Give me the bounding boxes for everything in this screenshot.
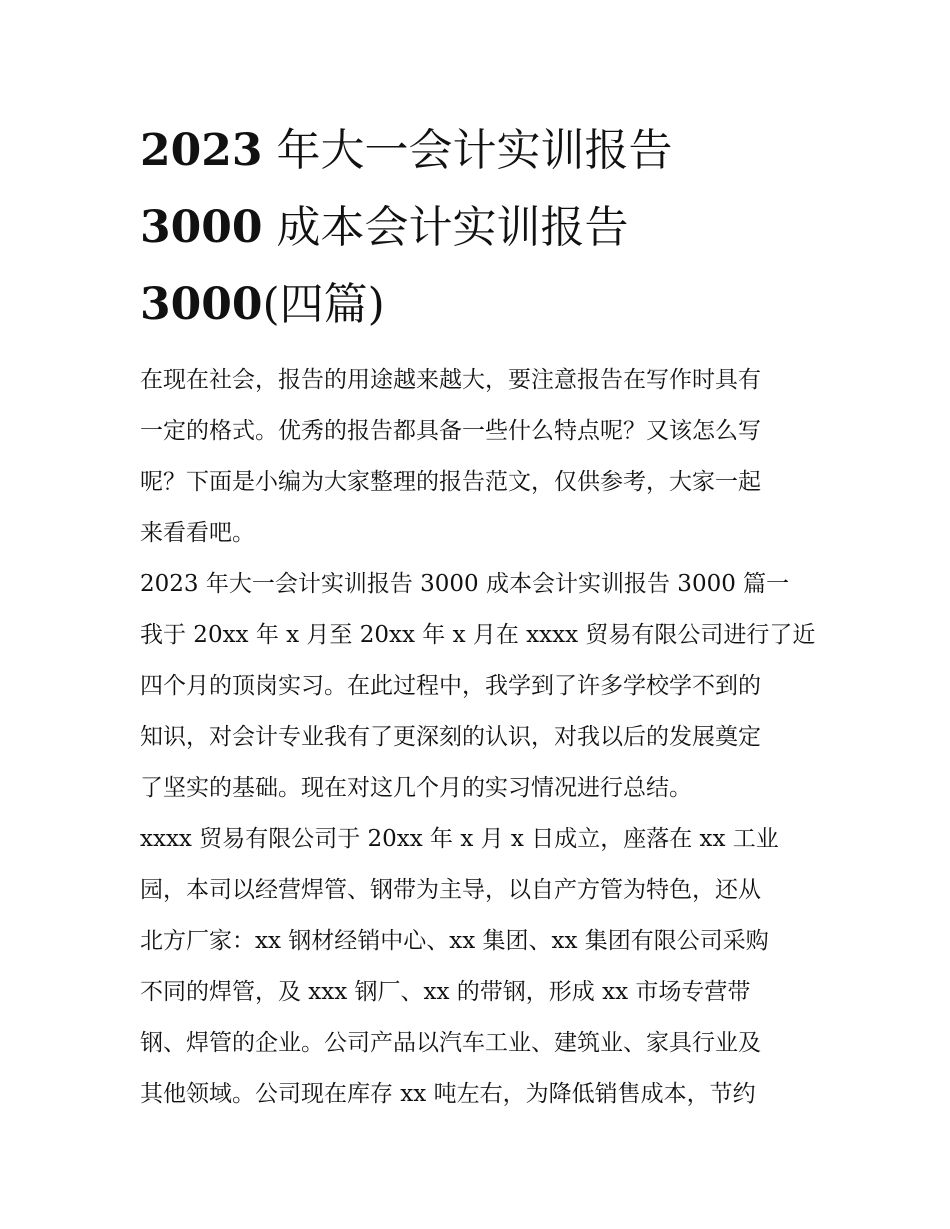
body-line: 不同的焊管，及 xxx 钢厂、xx 的带钢，形成 xx 市场专营带 [140,979,751,1005]
body-line: 一定的格式。优秀的报告都具备一些什么特点呢？又该怎么写 [140,418,761,444]
title-line [140,112,820,189]
body-line: 北方厂家：xx 钢材经销中心、xx 集团、xx 集团有限公司采购 [140,928,769,954]
body-line: 其他领域。公司现在库存 xx 吨左右，为降低销售成本，节约 [140,1081,756,1107]
title-line-number: 3000 [140,279,263,330]
body-line: 了坚实的基础。现在对这几个月的实习情况进行总结。 [140,775,692,801]
body-line: xxxx 贸易有限公司于 20xx 年 x 月 x 日成立，座落在 xx 工业 [140,826,779,852]
body-line: 钢、焊管的企业。公司产品以汽车工业、建筑业、家具行业及 [140,1030,761,1056]
document-title [140,112,820,343]
body-line: 来看看吧。 [140,520,255,546]
body-line: 呢？下面是小编为大家整理的报告范文，仅供参考，大家一起 [140,469,761,495]
body-line: 园，本司以经营焊管、钢带为主导，以自产方管为特色，还从 [140,877,761,903]
body-line: 在现在社会，报告的用途越来越大，要注意报告在写作时具有 [140,367,761,393]
title-line-number: 2023 [140,125,263,176]
title-line [140,266,820,343]
title-line [140,189,820,266]
section-heading: 2023 年大一会计实训报告 3000 成本会计实训报告 3000 篇一 [140,571,790,597]
body-line: 四个月的顶岗实习。在此过程中，我学到了许多学校学不到的 [140,673,761,699]
body-line: 知识，对会计专业我有了更深刻的认识，对我以后的发展奠定 [140,724,761,750]
title-line-text: 成本会计实训报告 [276,202,629,253]
title-line-text: 年大一会计实训报告 [276,125,673,176]
body-line: 我于 20xx 年 x 月至 20xx 年 x 月在 xxxx 贸易有限公司进行了近 [140,622,816,648]
title-line-text: (四篇) [262,279,385,330]
title-line-number: 3000 [140,202,263,253]
document-body [140,355,820,1120]
